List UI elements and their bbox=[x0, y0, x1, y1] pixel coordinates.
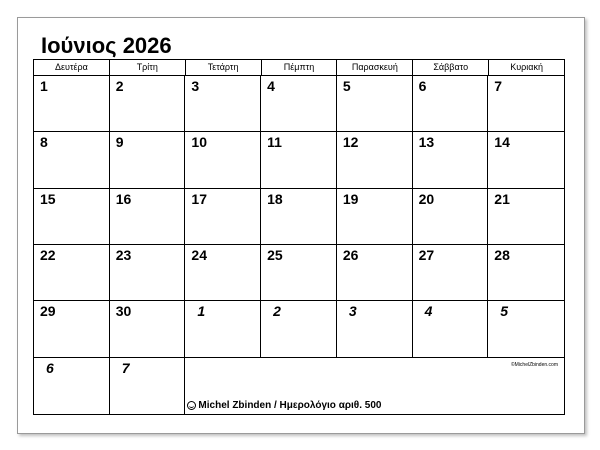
day-cell bbox=[110, 189, 186, 245]
day-number: 27 bbox=[418, 246, 435, 263]
day-cell bbox=[185, 76, 261, 132]
day-cell-next-month bbox=[413, 301, 489, 357]
day-number-next-month: 7 bbox=[121, 359, 130, 376]
day-cell bbox=[261, 76, 337, 132]
day-grid bbox=[34, 76, 564, 414]
page-title: Ιούνιος 2026 bbox=[41, 33, 172, 58]
day-cell bbox=[34, 132, 110, 188]
day-cell bbox=[185, 189, 261, 245]
weekday-monday: Δευτέρα bbox=[34, 60, 110, 75]
day-cell bbox=[337, 132, 413, 188]
day-number: 10 bbox=[191, 134, 207, 151]
day-number: 25 bbox=[267, 246, 283, 263]
brand-line bbox=[187, 400, 381, 411]
day-number: 11 bbox=[267, 134, 282, 151]
calendar-table bbox=[33, 59, 565, 415]
day-cell bbox=[34, 301, 110, 357]
day-cell bbox=[488, 189, 564, 245]
day-cell bbox=[34, 189, 110, 245]
smiley-face-icon bbox=[187, 401, 196, 410]
day-number: 14 bbox=[494, 134, 510, 151]
day-cell bbox=[337, 76, 413, 132]
day-cell-next-month bbox=[488, 301, 564, 357]
day-cell bbox=[261, 189, 337, 245]
weekday-sunday: Κυριακή bbox=[510, 62, 543, 72]
day-number: 26 bbox=[342, 246, 359, 263]
day-number: 13 bbox=[418, 134, 435, 151]
weekday-friday: Παρασκευή bbox=[337, 60, 413, 75]
day-cell bbox=[488, 245, 564, 301]
day-number: 24 bbox=[191, 246, 207, 263]
day-cell bbox=[110, 132, 186, 188]
day-cell bbox=[110, 301, 186, 357]
day-cell bbox=[261, 245, 337, 301]
day-number-next-month: 1 bbox=[197, 303, 206, 320]
day-number: 15 bbox=[40, 190, 56, 207]
day-cell bbox=[185, 132, 261, 188]
day-cell bbox=[337, 189, 413, 245]
day-cell bbox=[185, 245, 261, 301]
day-cell-next-month bbox=[110, 358, 186, 414]
day-number: 30 bbox=[115, 303, 132, 320]
weekday-saturday: Σάββατο bbox=[413, 60, 489, 75]
weekday-tuesday: Τρίτη bbox=[110, 60, 186, 75]
day-cell bbox=[110, 245, 186, 301]
day-cell bbox=[261, 132, 337, 188]
day-cell bbox=[488, 132, 564, 188]
day-number: 20 bbox=[418, 190, 435, 207]
weekday-wednesday: Τετάρτη bbox=[186, 60, 262, 75]
day-cell-next-month bbox=[337, 301, 413, 357]
day-number: 1 bbox=[40, 78, 48, 94]
day-number: 8 bbox=[40, 134, 48, 151]
weekday-thursday: Πέμπτη bbox=[262, 60, 338, 75]
day-cell bbox=[413, 132, 489, 188]
day-number-next-month: 3 bbox=[348, 303, 357, 320]
day-number: 21 bbox=[494, 190, 510, 207]
day-number: 6 bbox=[418, 78, 427, 94]
day-cell-next-month bbox=[261, 301, 337, 357]
day-cell bbox=[488, 76, 564, 132]
day-number: 28 bbox=[494, 246, 510, 263]
day-cell bbox=[413, 189, 489, 245]
day-number: 29 bbox=[40, 303, 56, 320]
day-number: 18 bbox=[267, 190, 283, 207]
weekday-header-row bbox=[34, 60, 564, 76]
day-cell-next-month bbox=[34, 358, 110, 414]
copyright-text: ©MichelZbinden.com bbox=[510, 361, 558, 368]
day-number: 16 bbox=[115, 190, 132, 207]
day-number: 5 bbox=[342, 78, 351, 94]
day-cell bbox=[34, 245, 110, 301]
day-number: 3 bbox=[191, 78, 200, 94]
day-number: 22 bbox=[40, 246, 56, 263]
day-cell-next-month bbox=[185, 301, 261, 357]
day-number: 12 bbox=[342, 134, 359, 151]
day-number: 19 bbox=[342, 190, 359, 207]
day-number-next-month: 2 bbox=[273, 303, 281, 320]
day-number-next-month: 4 bbox=[424, 303, 433, 320]
day-cell bbox=[34, 76, 110, 132]
day-number-next-month: 6 bbox=[46, 359, 54, 376]
day-number: 2 bbox=[115, 78, 124, 94]
day-cell bbox=[413, 76, 489, 132]
day-number: 23 bbox=[115, 246, 132, 263]
day-number-next-month: 5 bbox=[500, 303, 509, 320]
calendar-footer bbox=[185, 358, 564, 414]
day-cell bbox=[413, 245, 489, 301]
day-number: 7 bbox=[494, 78, 503, 94]
day-number: 4 bbox=[267, 78, 275, 94]
day-cell bbox=[337, 245, 413, 301]
day-number: 9 bbox=[115, 134, 124, 151]
day-cell bbox=[110, 76, 186, 132]
day-number: 17 bbox=[191, 190, 207, 207]
brand-text: Michel Zbinden / Ημερολόγιο αριθ. 500 bbox=[198, 399, 382, 411]
